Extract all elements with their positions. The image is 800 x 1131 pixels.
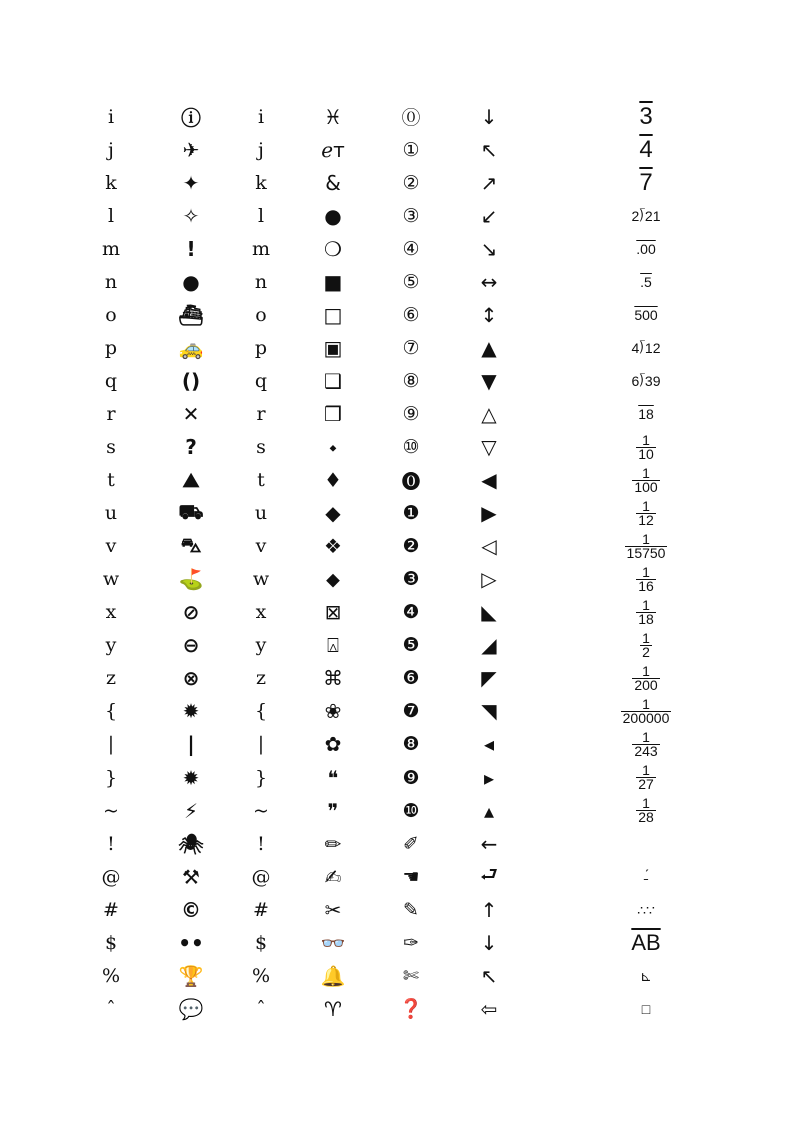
glyph-cell-c2: % <box>251 964 271 987</box>
math-cell <box>604 232 688 265</box>
glyph-cell-c4: ⑩ <box>402 436 420 458</box>
glyph-row <box>0 563 800 596</box>
fraction <box>636 764 656 791</box>
glyph-row <box>0 431 800 464</box>
glyph-cell-c3: ✍ <box>324 864 342 889</box>
glyph-cell-c3: ❝ <box>327 765 339 790</box>
glyph-row <box>0 596 800 629</box>
glyph-cell-c2: t <box>257 469 265 492</box>
fraction <box>636 797 656 824</box>
glyph-cell-c1: ⊖ <box>182 633 200 658</box>
fraction <box>632 728 659 759</box>
glyph-cell-c4: ⑦ <box>402 336 420 359</box>
glyph-cell-c1: •• <box>178 930 204 955</box>
glyph-cell-c4: ✎ <box>403 898 419 921</box>
glyph-cell-c1: ✹ <box>182 699 200 724</box>
math-cell <box>604 133 688 166</box>
glyph-cell-c1: © <box>181 897 201 922</box>
glyph-cell-c4: ❿ <box>402 799 420 822</box>
glyph-cell-c2: m <box>251 237 271 260</box>
glyph-cell-c1: ⚡ <box>183 798 199 823</box>
fraction-numerator: 1 <box>642 431 650 448</box>
fraction-denominator: 16 <box>638 577 654 594</box>
glyph-cell-c1: ⊗ <box>182 666 200 691</box>
glyph-cell-c2: $ <box>254 931 268 954</box>
glyph-cell-c0: y <box>105 634 117 657</box>
glyph-cell-c4: ❽ <box>402 733 420 756</box>
glyph-cell-c5: ↓ <box>480 930 498 955</box>
glyph-cell-c5: △ <box>481 401 497 426</box>
glyph-cell-c3: □ <box>323 302 343 327</box>
glyph-row <box>0 464 800 497</box>
glyph-cell-c3: ❍ <box>324 236 342 261</box>
fraction-denominator: 200000 <box>622 709 670 726</box>
glyph-cell-c5: ▶ <box>481 501 497 526</box>
glyph-cell-c1: ⛟ <box>178 499 204 524</box>
glyph-cell-c0: m <box>101 237 121 260</box>
glyph-cell-c1: () <box>181 368 201 393</box>
glyph-cell-c2: s <box>256 436 266 458</box>
fraction-numerator: 1 <box>642 728 650 745</box>
glyph-cell-c3: ❖ <box>324 534 342 559</box>
glyph-cell-c0: ! <box>107 832 115 855</box>
glyph-cell-c2: # <box>253 898 269 921</box>
fraction <box>640 629 652 660</box>
math-text: ∴∵ <box>637 901 655 918</box>
fraction-denominator: 243 <box>634 742 658 759</box>
math-cell <box>604 662 688 695</box>
glyph-cell-c1: ? <box>185 435 197 459</box>
glyph-row <box>0 860 800 893</box>
glyph-cell-c4: ⑨ <box>402 402 420 425</box>
math-cell <box>604 926 688 959</box>
glyph-cell-c5: ↘ <box>480 236 498 261</box>
fraction <box>636 431 656 462</box>
math-cell <box>604 397 688 430</box>
glyph-cell-c1: 🏆 <box>178 963 204 988</box>
glyph-cell-c5: ◢ <box>481 633 497 658</box>
glyph-cell-c2: n <box>254 270 268 293</box>
glyph-row <box>0 728 800 761</box>
fraction-denominator: 27 <box>638 776 654 792</box>
glyph-cell-c0: # <box>103 898 119 921</box>
glyph-cell-c0: | <box>107 733 115 756</box>
fraction-denominator: 200 <box>634 676 658 693</box>
math-cell <box>604 431 688 464</box>
glyph-cell-c3: ⬩ <box>329 435 337 459</box>
glyph-cell-c0: v <box>105 535 117 558</box>
glyph-cell-c4: ❷ <box>402 535 420 558</box>
math-text: .00 <box>636 240 656 257</box>
math-cell <box>604 794 688 827</box>
glyph-cell-c2: i <box>257 105 265 128</box>
glyph-cell-c3: ✏ <box>324 831 342 856</box>
glyph-cell-c4: ❺ <box>402 634 420 657</box>
fraction-numerator: 1 <box>642 497 650 514</box>
glyph-cell-c2: ~ <box>253 799 269 822</box>
glyph-cell-c5: ↙ <box>480 203 498 228</box>
math-text: $\overline{AB}$ <box>631 929 661 955</box>
glyph-cell-c1: ⊘ <box>182 600 200 625</box>
glyph-cell-c2: l <box>257 204 265 227</box>
math-cell <box>604 166 688 199</box>
glyph-cell-c4: ❓ <box>399 998 423 1021</box>
glyph-cell-c4: ❼ <box>402 700 420 723</box>
glyph-cell-c3: ● <box>324 203 342 228</box>
glyph-cell-c4: ☚ <box>402 865 420 888</box>
fraction-numerator: 1 <box>642 762 650 778</box>
glyph-cell-c0: ~ <box>103 799 119 822</box>
glyph-row <box>0 397 800 430</box>
math-cell <box>604 893 688 926</box>
math-cell <box>604 992 688 1025</box>
glyph-row <box>0 926 800 959</box>
glyph-row <box>0 100 800 133</box>
glyph-cell-c0: j <box>108 138 114 161</box>
glyph-cell-c1: 🚕 <box>178 335 204 360</box>
math-cell <box>604 100 688 133</box>
fraction-denominator: 2 <box>642 643 650 660</box>
math-cell <box>604 860 688 893</box>
glyph-row <box>0 133 800 166</box>
fraction <box>625 530 668 561</box>
fraction-denominator: 18 <box>638 610 654 627</box>
math-cell <box>604 331 688 364</box>
glyph-cell-c5: ▽ <box>481 435 497 459</box>
glyph-cell-c4: ⓿ <box>401 470 421 493</box>
math-cell <box>604 364 688 397</box>
glyph-cell-c3: ⍓ <box>327 633 339 658</box>
fraction-denominator: 12 <box>638 511 654 528</box>
glyph-cell-c0: x <box>105 601 117 624</box>
glyph-cell-c1: ✧ <box>182 203 200 228</box>
glyph-cell-c5: ↖ <box>480 137 498 162</box>
glyph-cell-c5: ◀ <box>481 468 497 493</box>
glyph-cell-c0: k <box>105 171 117 194</box>
glyph-cell-c5: ▲ <box>481 335 497 360</box>
glyph-cell-c3: ▣ <box>323 335 343 360</box>
glyph-cell-c5: ◁ <box>481 534 497 559</box>
glyph-row <box>0 992 800 1025</box>
glyph-cell-c0: l <box>107 204 115 227</box>
glyph-cell-c5: ↕ <box>480 302 498 327</box>
glyph-cell-c3: ♦ <box>324 468 342 493</box>
math-text: 6⟌39 <box>631 372 661 389</box>
glyph-cell-c3: ♈ <box>324 996 342 1021</box>
fraction-numerator: 1 <box>642 596 650 613</box>
math-text: 4⟌12 <box>631 339 661 356</box>
glyph-cell-c5: ↑ <box>480 897 498 922</box>
glyph-cell-c5: ↔ <box>480 269 498 294</box>
glyph-cell-c5: ← <box>480 831 498 856</box>
glyph-cell-c5: ▷ <box>481 567 497 592</box>
glyph-row <box>0 794 800 827</box>
glyph-cell-c2: x <box>255 601 267 624</box>
glyph-cell-c1: ⛳ <box>178 567 204 592</box>
glyph-row <box>0 695 800 728</box>
math-cell <box>604 199 688 232</box>
math-text: 7 <box>639 168 653 196</box>
glyph-cell-c0: $ <box>104 931 118 954</box>
glyph-cell-c2: } <box>254 766 268 789</box>
math-cell <box>604 298 688 331</box>
glyph-cell-c0: ˆ <box>106 997 116 1020</box>
fraction-denominator: 10 <box>638 445 654 462</box>
glyph-cell-c1: ⚒ <box>182 864 200 889</box>
math-cell <box>604 629 688 662</box>
fraction-numerator: 1 <box>642 695 650 712</box>
glyph-row <box>0 662 800 695</box>
glyph-cell-c2: ˆ <box>256 997 266 1020</box>
glyph-cell-c0: u <box>104 502 118 525</box>
glyph-row <box>0 199 800 232</box>
glyph-row <box>0 166 800 199</box>
glyph-cell-c2: y <box>255 634 267 657</box>
glyph-cell-c3: ❀ <box>324 699 342 724</box>
glyph-cell-c3: ■ <box>323 269 343 294</box>
glyph-cell-c0: t <box>107 469 115 492</box>
glyph-cell-c4: ④ <box>402 237 420 260</box>
glyph-cell-c5: ◤ <box>481 666 497 691</box>
math-cell <box>604 728 688 761</box>
glyph-cell-c2: u <box>254 502 268 525</box>
glyph-cell-c0: w <box>102 568 120 591</box>
glyph-cell-c3: ✿ <box>324 732 342 757</box>
glyph-cell-c3: & <box>325 170 341 195</box>
glyph-cell-c2: o <box>255 303 267 326</box>
glyph-cell-c2: r <box>256 402 266 425</box>
fraction <box>636 497 656 528</box>
glyph-cell-c1: ● <box>182 269 200 294</box>
glyph-cell-c1: ✦ <box>182 170 200 195</box>
math-text: .5 <box>640 273 652 290</box>
glyph-cell-c0: n <box>104 270 118 293</box>
glyph-row <box>0 629 800 662</box>
math-text: 4 <box>639 135 653 163</box>
math-text: ˗́ <box>643 868 649 885</box>
glyph-cell-c5: ⇦ <box>480 996 498 1021</box>
glyph-cell-c5: ◂ <box>483 732 495 757</box>
glyph-row <box>0 265 800 298</box>
glyph-cell-c3: ⊠ <box>324 600 342 625</box>
glyph-cell-c0: z <box>105 667 116 690</box>
glyph-row <box>0 331 800 364</box>
glyph-cell-c1: ⛰ <box>182 468 200 493</box>
math-cell <box>604 497 688 530</box>
glyph-cell-c3: ❑ <box>324 368 342 393</box>
fraction-numerator: 1 <box>642 563 650 580</box>
glyph-row <box>0 364 800 397</box>
glyph-cell-c1: | <box>187 732 195 757</box>
glyph-cell-c4: ✐ <box>403 832 419 855</box>
math-text: 2⟌21 <box>631 207 661 224</box>
math-text: 500 <box>634 306 658 323</box>
glyph-cell-c2: q <box>254 369 268 392</box>
math-text: □ <box>641 1000 651 1017</box>
glyph-cell-c2: p <box>254 336 268 359</box>
glyph-row <box>0 827 800 860</box>
glyph-cell-c4: ⑧ <box>402 369 420 392</box>
glyph-cell-c1: ✈ <box>182 137 200 162</box>
fraction-denominator: 100 <box>634 478 658 495</box>
glyph-row <box>0 298 800 331</box>
math-text: 3 <box>639 102 653 130</box>
glyph-cell-c5: ⮐ <box>480 861 498 886</box>
glyph-cell-c1: ✹ <box>182 765 200 790</box>
math-text: ⊾ <box>640 967 652 984</box>
fraction-numerator: 1 <box>642 530 650 547</box>
glyph-cell-c0: p <box>104 336 118 359</box>
glyph-row <box>0 959 800 992</box>
glyph-cell-c4: ❶ <box>402 502 420 525</box>
glyph-cell-c5: ◥ <box>481 699 497 724</box>
glyph-cell-c1: ⓘ <box>181 106 201 130</box>
glyph-cell-c3: ℯт <box>321 137 345 162</box>
glyph-cell-c5: ↖ <box>480 963 498 988</box>
math-cell <box>604 695 688 728</box>
glyph-cell-c2: j <box>258 138 264 161</box>
glyph-cell-c1: 💬 <box>178 996 204 1021</box>
glyph-cell-c4: ❹ <box>402 601 420 624</box>
math-cell <box>604 959 688 992</box>
glyph-cell-c4: ⓪ <box>401 107 421 129</box>
glyph-cell-c5: ◣ <box>481 600 497 625</box>
glyph-cell-c2: w <box>252 568 270 591</box>
glyph-cell-c2: z <box>255 667 266 690</box>
glyph-cell-c3: ⬥ <box>326 567 340 592</box>
fraction-numerator: 1 <box>642 795 650 812</box>
glyph-cell-c0: } <box>104 766 118 789</box>
glyph-cell-c4: ③ <box>402 204 420 227</box>
glyph-cell-c5: ▼ <box>481 368 497 393</box>
fraction-numerator: 1 <box>642 629 650 646</box>
fraction-numerator: 1 <box>642 464 650 481</box>
glyph-row <box>0 497 800 530</box>
fraction <box>636 563 656 594</box>
glyph-cell-c2: v <box>255 535 267 558</box>
glyph-cell-c2: ! <box>257 832 265 855</box>
glyph-cell-c3: ◆ <box>325 501 341 526</box>
math-cell <box>604 464 688 497</box>
glyph-cell-c0: o <box>105 303 117 326</box>
glyph-cell-c5: ▸ <box>483 765 495 790</box>
glyph-cell-c0: { <box>104 700 118 723</box>
glyph-row <box>0 761 800 794</box>
glyph-cell-c2: { <box>254 700 268 723</box>
math-cell <box>604 265 688 298</box>
glyph-cell-c3: ✂ <box>324 897 342 922</box>
glyph-row <box>0 530 800 563</box>
glyph-cell-c4: ❸ <box>402 568 420 591</box>
glyph-cell-c4: ⑥ <box>402 303 420 326</box>
glyph-cell-c4: ① <box>402 138 420 161</box>
glyph-cell-c2: @ <box>251 865 271 888</box>
glyph-cell-c1: ⛍ <box>180 532 202 557</box>
glyph-cell-c0: i <box>107 105 115 128</box>
glyph-cell-c4: ❾ <box>402 766 420 789</box>
glyph-cell-c5: ↗ <box>480 170 498 195</box>
math-cell <box>604 761 688 794</box>
glyph-cell-c2: k <box>255 171 267 194</box>
glyph-cell-c4: ✄ <box>403 964 419 987</box>
glyph-cell-c0: r <box>106 402 116 425</box>
glyph-cell-c5: ▴ <box>483 798 495 823</box>
glyph-cell-c4: ✑ <box>403 931 419 954</box>
fraction-denominator: 28 <box>638 809 654 826</box>
glyph-cell-c4: ② <box>402 171 420 194</box>
glyph-cell-c0: % <box>101 964 121 987</box>
glyph-cell-c1: ✕ <box>182 401 200 426</box>
math-text: 18 <box>638 405 654 422</box>
glyph-cell-c4: ❻ <box>402 667 420 690</box>
glyph-cell-c5: ↓ <box>480 104 498 129</box>
glyph-cell-c0: q <box>104 369 118 392</box>
glyph-row <box>0 232 800 265</box>
glyph-cell-c1: 🕷 <box>178 831 204 856</box>
glyph-cell-c3: 🔔 <box>320 963 346 988</box>
glyph-cell-c0: s <box>106 436 116 458</box>
glyph-cell-c2: | <box>257 733 265 756</box>
glyph-cell-c3: ⌘ <box>323 666 343 691</box>
glyph-cell-c3: ❒ <box>324 401 342 426</box>
glyph-cell-c4: ⑤ <box>402 270 420 293</box>
fraction <box>636 596 656 627</box>
fraction-numerator: 1 <box>642 662 650 679</box>
glyph-cell-c0: @ <box>101 865 121 888</box>
glyph-row <box>0 893 800 926</box>
fraction <box>632 662 659 693</box>
glyph-cell-c3: ♓ <box>324 104 342 129</box>
fraction <box>632 464 659 495</box>
glyph-cell-c3: ❞ <box>327 798 339 823</box>
fraction-denominator: 15750 <box>626 544 666 561</box>
fraction <box>621 695 672 726</box>
glyph-cell-c1: ! <box>186 236 196 261</box>
math-cell <box>604 596 688 629</box>
math-cell <box>604 563 688 596</box>
glyph-cell-c3: 👓 <box>320 930 346 955</box>
glyph-cell-c1: ⛴ <box>178 302 204 327</box>
math-cell <box>604 530 688 563</box>
math-cell <box>604 827 688 860</box>
